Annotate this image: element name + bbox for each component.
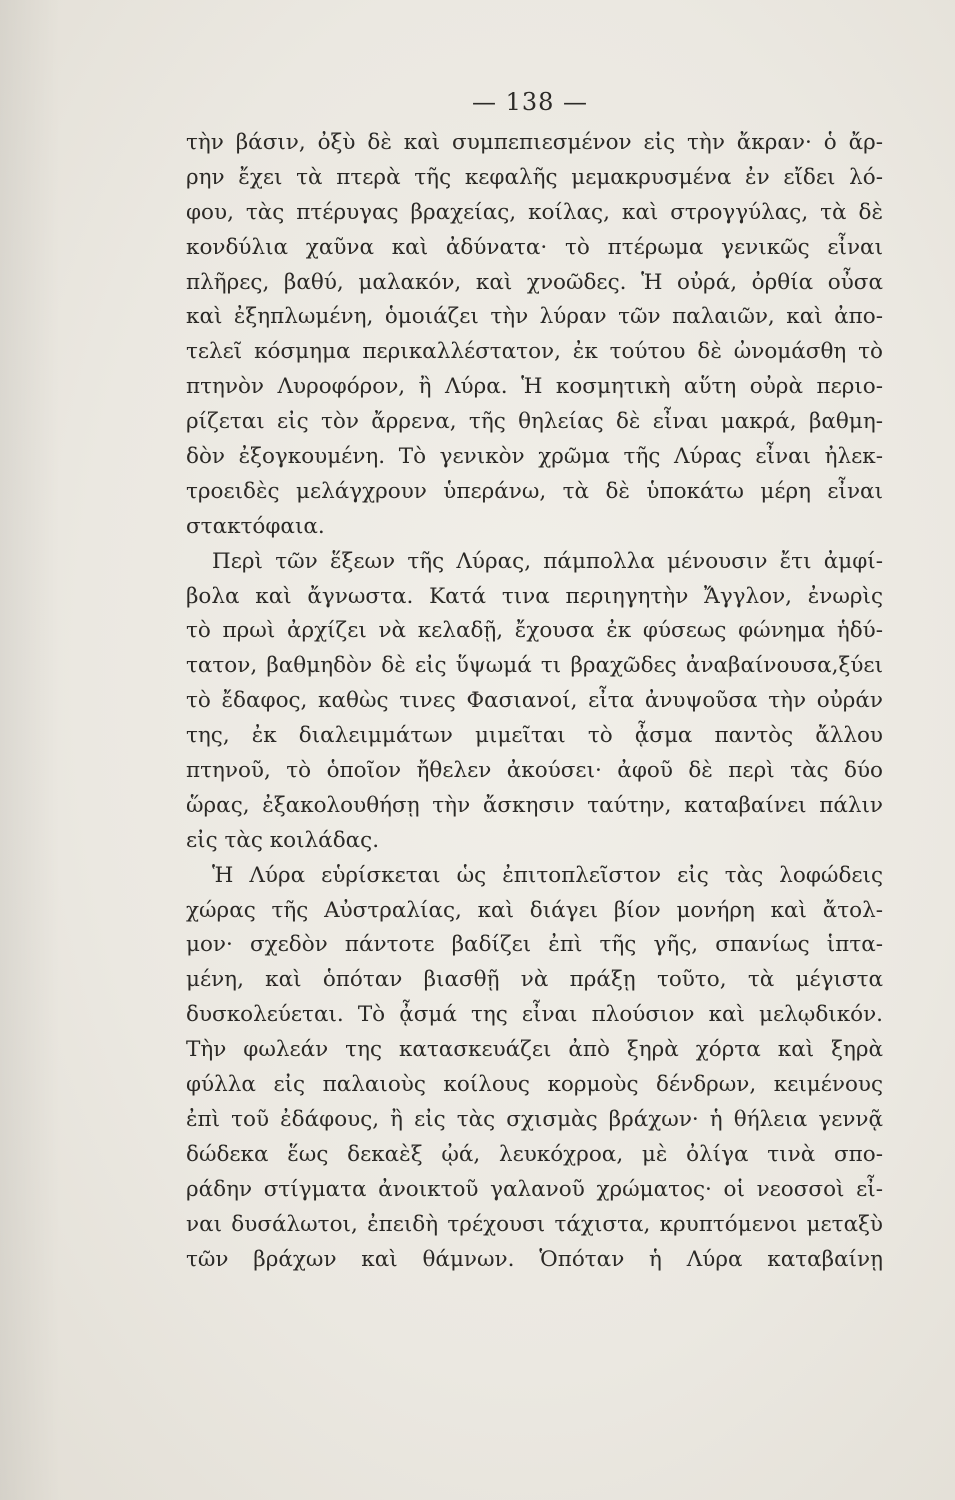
body-text: [186, 126, 883, 1277]
text-line: μένη, καὶ ὁπόταν βιασθῇ νὰ πράξῃ τοῦτο, τὰ μέγιστα: [186, 967, 883, 993]
text-line: πλῆρες, βαθύ, μαλακόν, καὶ χνοῶδες. Ἡ οὐρά, ὀρθία οὖσα: [186, 269, 883, 295]
page-number: — 138 —: [471, 88, 589, 116]
text-line: τατον, βαθμηδὸν δὲ εἰς ὕψωμά τι βραχῶδες ἀναβαίνουσα,ξύει: [186, 653, 883, 679]
text-line: τροειδὲς μελάγχρουν ὑπεράνω, τὰ δὲ ὑποκάτω μέρη εἶναι: [186, 478, 883, 504]
text-line: ρην ἔχει τὰ πτερὰ τῆς κεφαλῆς μεμακρυσμένα ἐν εἴδει λό-: [186, 164, 883, 190]
text-line: δώδεκα ἕως δεκαὲξ ᾠά, λευκόχροα, μὲ ὀλίγα τινὰ σπο-: [186, 1141, 883, 1167]
page-edge-shadow: [0, 0, 60, 1500]
text-line: Τὴν φωλεάν της κατασκευάζει ἀπὸ ξηρὰ χόρτα καὶ ξηρὰ: [186, 1037, 883, 1063]
text-line: τὴν βάσιν, ὀξὺ δὲ καὶ συμπεπιεσμένον εἰς τὴν ἄκραν· ὁ ἄρ-: [186, 130, 883, 155]
text-line: ναι δυσάλωτοι, ἐπειδὴ τρέχουσι τάχιστα, κρυπτόμενοι μεταξὺ: [186, 1211, 883, 1237]
text-line: εἰς τὰς κοιλάδας.: [186, 827, 380, 853]
text-line: ρίζεται εἰς τὸν ἄρρενα, τῆς θηλείας δὲ εἶναι μακρά, βαθμη-: [186, 409, 883, 435]
text-line: τὸ ἔδαφος, καθὼς τινες Φασιανοί, εἶτα ἀνυψοῦσα τὴν οὐράν: [186, 688, 883, 714]
text-line: Περὶ τῶν ἕξεων τῆς Λύρας, πάμπολλα μένουσιν ἔτι ἀμφί-: [212, 548, 883, 574]
text-line: ὥρας, ἐξακολουθήσῃ τὴν ἄσκησιν ταύτην, καταβαίνει πάλιν: [186, 792, 883, 818]
text-line: δὸν ἐξογκουμένη. Τὸ γενικὸν χρῶμα τῆς Λύρας εἶναι ἠλεκ-: [186, 444, 883, 470]
text-line: Ἡ Λύρα εὑρίσκεται ὡς ἐπιτοπλεῖστον εἰς τὰς λοφώδεις: [212, 862, 883, 888]
text-line: δυσκολεύεται. Τὸ ᾆσμά της εἶναι πλούσιον καὶ μελῳδικόν.: [186, 1002, 883, 1028]
text-line: ράδην στίγματα ἀνοικτοῦ γαλανοῦ χρώματος· οἱ νεοσσοὶ εἶ-: [186, 1176, 883, 1202]
text-line: πτηνὸν Λυροφόρον, ἢ Λύρα. Ἡ κοσμητικὴ αὕτη οὐρὰ περιο-: [186, 374, 883, 400]
text-line: φύλλα εἰς παλαιοὺς κοίλους κορμοὺς δένδρων, κειμένους: [186, 1072, 883, 1098]
text-line: βολα καὶ ἄγνωστα. Κατά τινα περιηγητὴν Ἄγγλον, ἐνωρὶς: [186, 583, 883, 609]
text-line: πτηνοῦ, τὸ ὁποῖον ἤθελεν ἀκούσει· ἀφοῦ δὲ περὶ τὰς δύο: [186, 758, 883, 784]
text-line: φου, τὰς πτέρυγας βραχείας, κοίλας, καὶ στρογγύλας, τὰ δὲ: [186, 199, 883, 225]
text-line: τῶν βράχων καὶ θάμνων. Ὁπόταν ἡ Λύρα καταβαίνῃ: [186, 1246, 883, 1272]
text-line: τὸ πρωὶ ἀρχίζει νὰ κελαδῇ, ἔχουσα ἐκ φύσεως φώνημα ἡδύ-: [186, 618, 883, 644]
text-line: στακτόφαια.: [186, 513, 325, 539]
text-line: καὶ ἐξηπλωμένη, ὁμοιάζει τὴν λύραν τῶν παλαιῶν, καὶ ἀπο-: [186, 304, 883, 330]
text-line: μον· σχεδὸν πάντοτε βαδίζει ἐπὶ τῆς γῆς, σπανίως ἱπτα-: [186, 932, 883, 958]
text-line: χώρας τῆς Αὐστραλίας, καὶ διάγει βίον μονήρη καὶ ἄτολ-: [186, 897, 883, 923]
text-line: τελεῖ κόσμημα περικαλλέστατον, ἐκ τούτου δὲ ὠνομάσθη τὸ: [186, 339, 883, 365]
text-line: ἐπὶ τοῦ ἐδάφους, ἢ εἰς τὰς σχισμὰς βράχων· ἡ θήλεια γεννᾷ: [186, 1106, 883, 1132]
text-line: κονδύλια χαῦνα καὶ ἀδύνατα· τὸ πτέρωμα γενικῶς εἶναι: [186, 234, 883, 260]
text-line: της, ἐκ διαλειμμάτων μιμεῖται τὸ ᾆσμα παντὸς ἄλλου: [186, 723, 883, 749]
